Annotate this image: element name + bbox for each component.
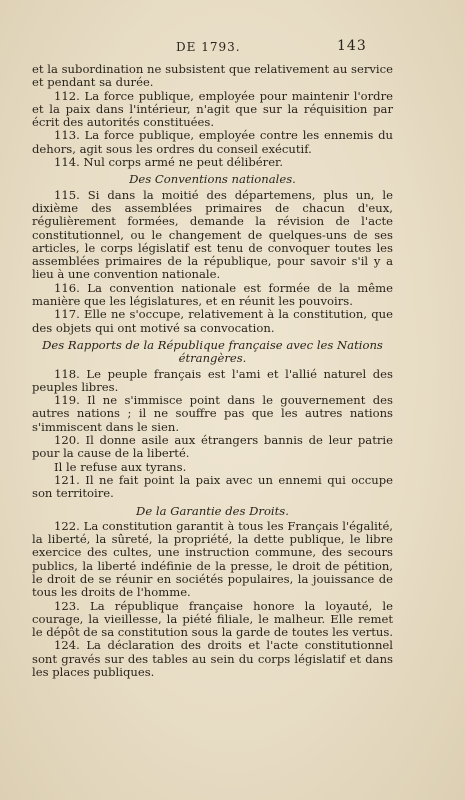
article-paragraph: 119. Il ne s'immisce point dans le gouvernement des autres nations ; il ne souffre pas que les autres nations s'immiscent dans le sien. [32,393,393,434]
article-paragraph: 121. Il ne fait point la paix avec un ennemi qui occupe son territoire. [32,472,393,501]
article-paragraph: 122. La constitution garantit à tous les Français l'égalité, la liberté, la sûreté, la propriété, la dette publique, le libre exercice des cultes, une instruction commune, des secours publics, la liberté indéfinie de la presse, le droit de pétition, le droit de se réunir en sociétés populaires, la jouissance de tous les droits de l'homme. [32,518,393,600]
article-paragraph: 114. Nul corps armé ne peut délibérer. [54,155,284,170]
article-paragraph: 112. La force publique, employée pour maintenir l'ordre et la paix dans l'intérieur, n'agit que sur la réquisition par écrit des autorités constituées. [32,88,393,130]
section-heading: De la Garantie des Droits. [136,503,289,518]
article-paragraph: 113. La force publique, employée contre les ennemis du dehors, agit sous les ordres du conseil exécutif. [32,128,393,156]
page-body [32,63,393,679]
article-paragraph: 123. La république française honore la loyauté, le courage, la vieillesse, la piété filiale, le malheur. Elle remet le dépôt de sa constitution sous la garde de toutes les vertus. [32,598,394,640]
article-paragraph: 118. Le peuple français est l'ami et l'allié naturel des peuples libres. [32,366,393,394]
page-number: 143 [337,38,367,54]
article-paragraph: 117. Elle ne s'occupe, relativement à la constitution, que des objets qui ont motivé sa convocation. [32,307,393,335]
article-paragraph: 115. Si dans la moitié des départemens, plus un, le dixième des assemblées primaires de chacun d'eux, régulièrement formées, demande la révision de l'acte constitutionnel, ou le changement de quelques-uns de ses articles, le corps législatif est tenu de convoquer toutes les assemblées primaires de la république, pour savoir s'il y a lieu à une convention nationale. [32,187,393,282]
section-heading: Des Rapports de la République française avec les Nations étrangères. [42,337,383,366]
section-heading: Des Conventions nationales. [129,172,296,187]
article-paragraph: 120. Il donne asile aux étrangers bannis de leur patrie pour la cause de la liberté. [32,433,393,461]
article-paragraph: Il le refuse aux tyrans. [54,459,187,474]
article-paragraph: et la subordination ne subsistent que relativement au service et pendant sa durée. [32,62,393,90]
article-paragraph: 124. La déclaration des droits et l'acte constitutionnel sont gravés sur des tables au sein du corps législatif et dans les places publiques. [32,638,393,680]
running-head-year: DE 1793. [176,40,241,54]
article-paragraph: 116. La convention nationale est formée de la même manière que les législatures, et en réunit les pouvoirs. [32,280,393,309]
